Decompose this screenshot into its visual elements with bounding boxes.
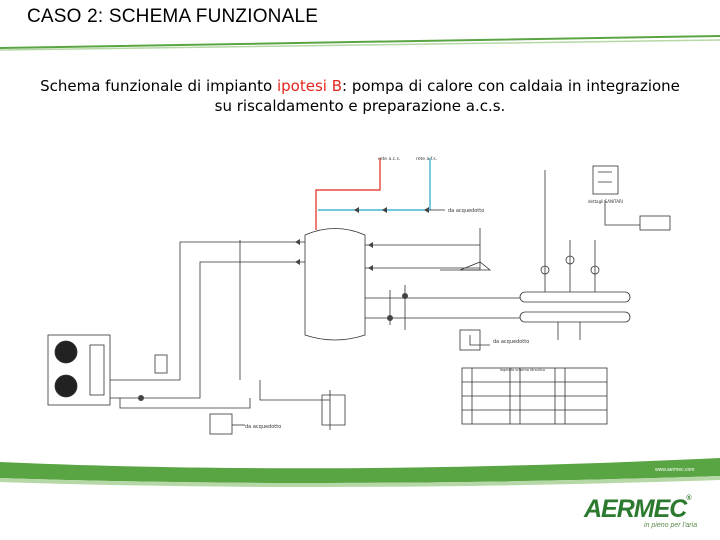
subtitle-text-1: Schema funzionale di impianto xyxy=(40,77,277,95)
label-rete-afs: rete a.f.s. xyxy=(416,157,438,162)
aermec-logo: AERMEC® xyxy=(584,495,691,523)
subtitle-text-2: : pompa di calore con caldaia in integrazione xyxy=(342,77,680,95)
subtitle-highlight: ipotesi B xyxy=(276,77,343,95)
brand-tagline: in pieno per l'aria xyxy=(644,522,698,529)
label-rete-acs: rete a.c.s. xyxy=(378,157,401,162)
slide-title: CASO 2: SCHEMA FUNZIONALE xyxy=(27,6,319,27)
band-text: www.aermec.com xyxy=(655,467,695,473)
subtitle-text-3: su riscaldamento e preparazione a.c.s. xyxy=(214,97,506,115)
label-acquedotto-3: da acquedotto xyxy=(245,424,282,430)
label-legend-title: legenda schema idraulico xyxy=(500,368,545,372)
label-acquedotto-2: da acquedotto xyxy=(493,339,530,345)
logo-text: AERMEC xyxy=(584,495,687,523)
label-acquedotto-1: da acquedotto xyxy=(448,208,485,214)
label-right-header: dettagli SANITARI xyxy=(588,199,623,204)
